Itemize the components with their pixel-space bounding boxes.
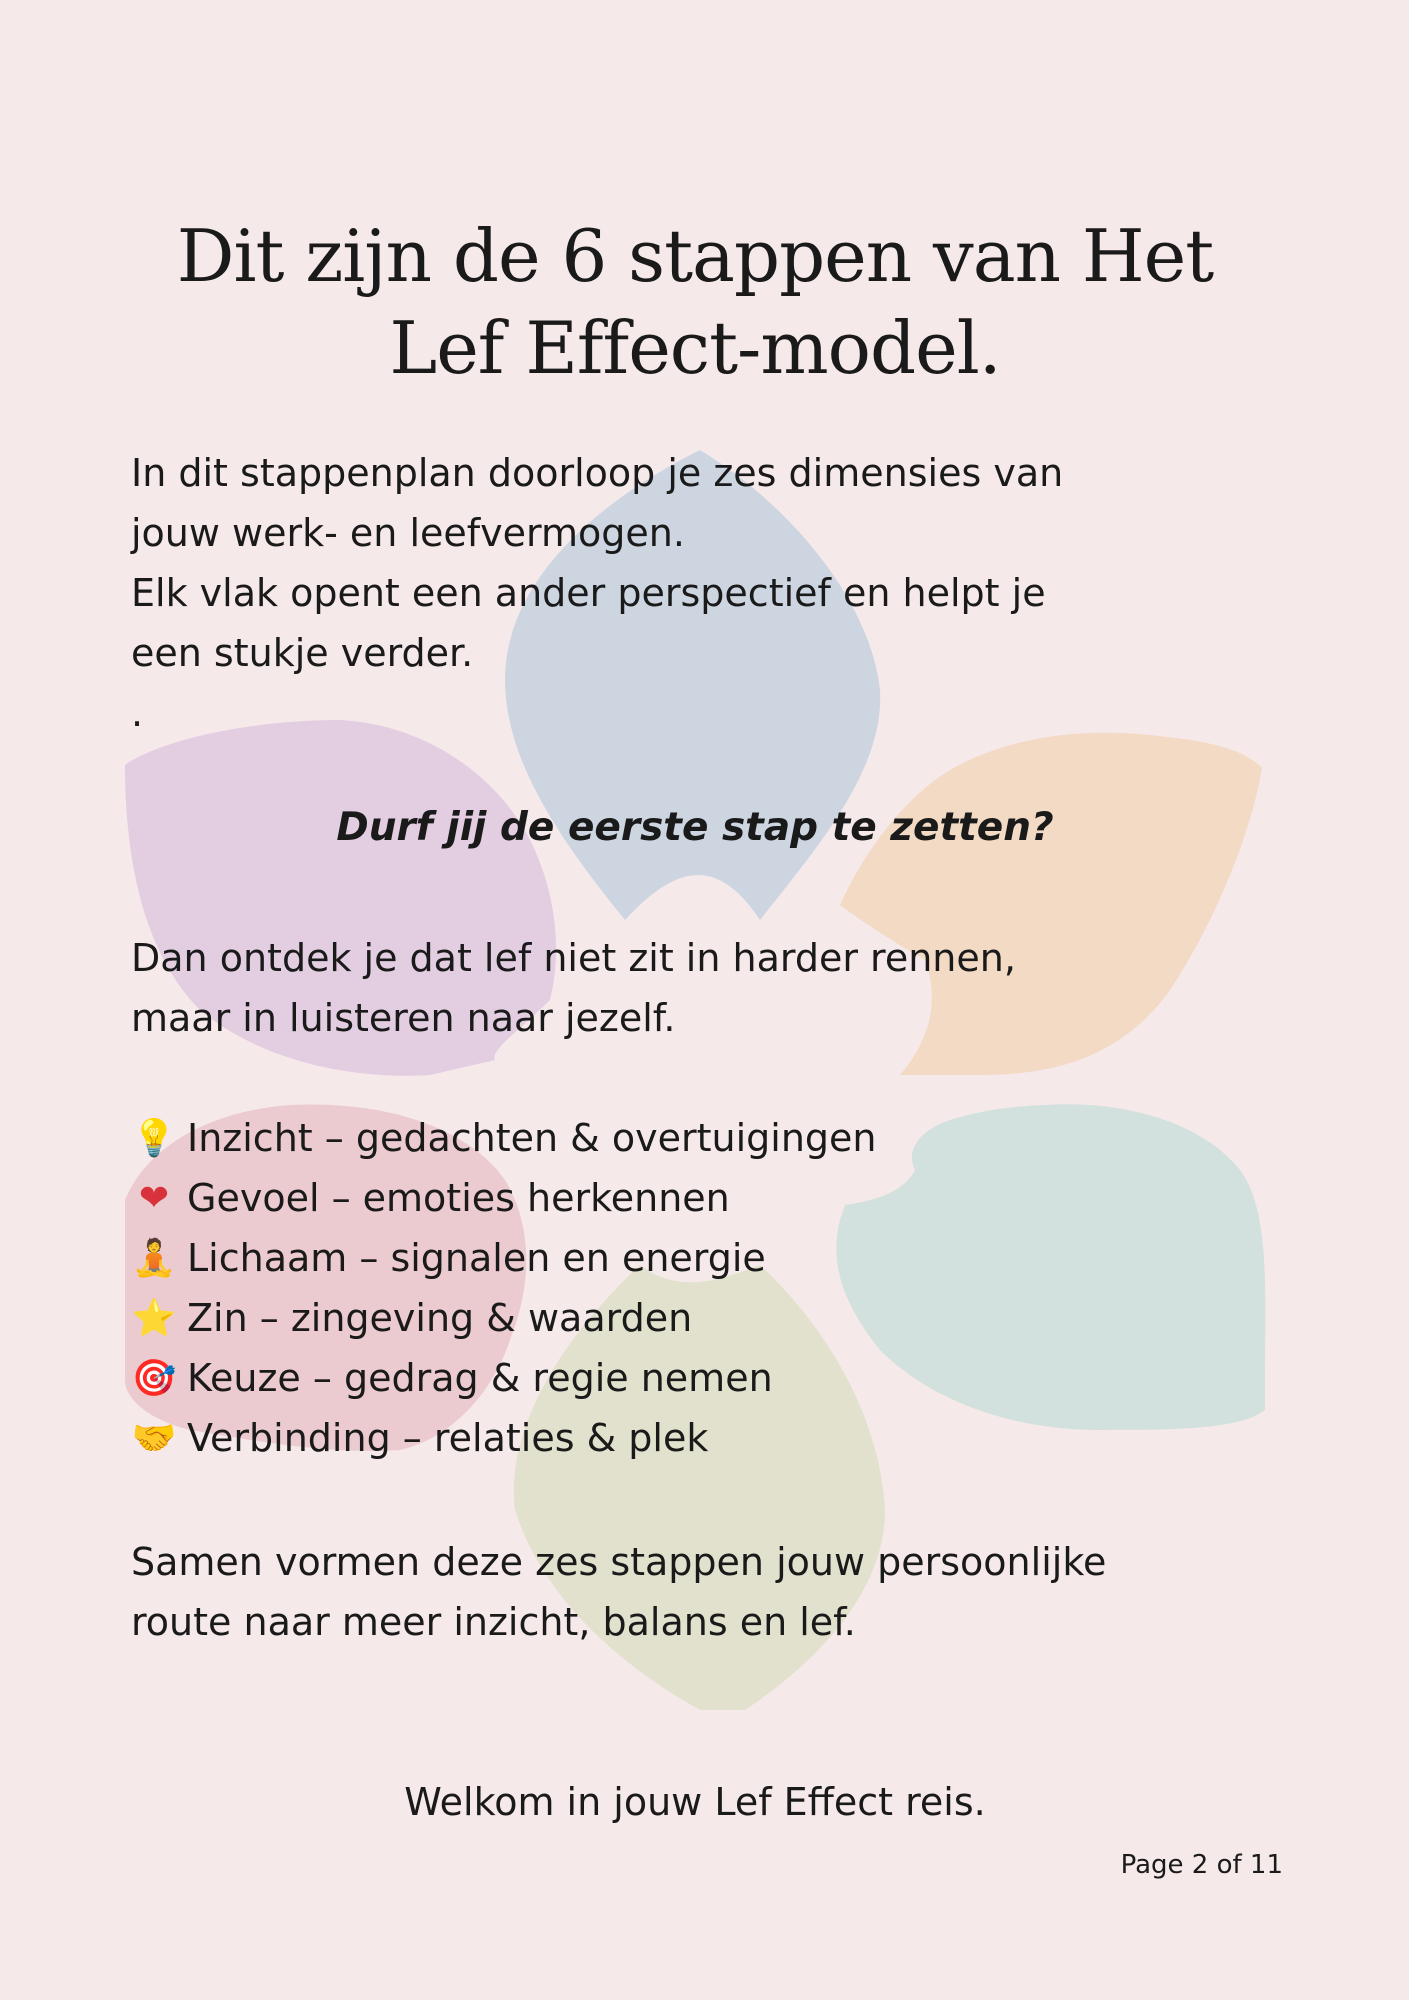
step-item-inzicht xyxy=(131,1108,1281,1168)
step-item-lichaam xyxy=(131,1228,1281,1288)
step-item-gevoel xyxy=(131,1168,1281,1228)
step-label: Gevoel – emoties herkennen xyxy=(187,1176,730,1220)
intro-line: jouw werk- en leefvermogen. xyxy=(131,511,685,555)
steps-list xyxy=(131,1108,1281,1468)
summary-paragraph xyxy=(131,1532,1281,1652)
page-number: Page 2 of 11 xyxy=(1120,1850,1283,1880)
intro-line: . xyxy=(131,691,144,735)
intro-line: een stukje verder. xyxy=(131,631,474,675)
page-title xyxy=(130,210,1260,394)
step-label: Lichaam – signalen en energie xyxy=(187,1236,766,1280)
step-label: Verbinding – relaties & plek xyxy=(187,1416,709,1460)
target-icon: 🎯 xyxy=(131,1358,177,1399)
step-label: Inzicht – gedachten & overtuigingen xyxy=(187,1116,877,1160)
star-icon: ⭐ xyxy=(131,1298,177,1339)
handshake-icon: 🤝 xyxy=(131,1418,177,1459)
intro-paragraph xyxy=(131,443,1281,743)
discovery-paragraph xyxy=(131,928,1281,1048)
step-label: Keuze – gedrag & regie nemen xyxy=(187,1356,773,1400)
paragraph-line: Samen vormen deze zes stappen jouw persoonlijke xyxy=(131,1540,1107,1584)
heart-icon: ❤ xyxy=(138,1177,170,1219)
step-item-keuze xyxy=(131,1348,1281,1408)
welcome-text: Welkom in jouw Lef Effect reis. xyxy=(404,1780,986,1824)
intro-line: Elk vlak opent een ander perspectief en helpt je xyxy=(131,571,1046,615)
paragraph-line: route naar meer inzicht, balans en lef. xyxy=(131,1600,856,1644)
intro-line: In dit stappenplan doorloop je zes dimensies van xyxy=(131,451,1064,495)
step-item-verbinding xyxy=(131,1408,1281,1468)
question-heading: Durf jij de eerste stap te zetten? xyxy=(336,805,1054,850)
step-item-zin xyxy=(131,1288,1281,1348)
title-line-1: Dit zijn de 6 stappen van Het xyxy=(176,214,1214,298)
paragraph-line: Dan ontdek je dat lef niet zit in harder rennen, xyxy=(131,936,1016,980)
meditation-icon: 🧘 xyxy=(131,1238,177,1279)
step-label: Zin – zingeving & waarden xyxy=(187,1296,693,1340)
lightbulb-icon: 💡 xyxy=(131,1118,177,1159)
title-line-2: Lef Effect-model. xyxy=(389,306,1001,390)
paragraph-line: maar in luisteren naar jezelf. xyxy=(131,996,676,1040)
